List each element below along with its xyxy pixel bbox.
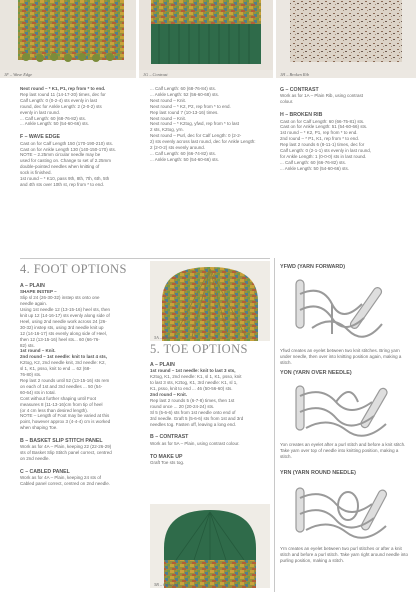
subheading: TO MAKE UP [150,453,183,460]
text-line: needles tog. Fasten off, leaving a long end. [150,421,236,427]
sidebar-divider [274,258,275,592]
text-line: Next round – * K1, P1, rep from * to end. [20,86,106,91]
text-line: sl 1, K1, psso, knit to end ... 62 (68- [20,366,91,372]
yon-description: Yon creates an eyelet after a purl stitch and before a knit stitch. Take yarn over top of needle into knitting position, making a stitch. [280,442,406,459]
caption-1g: 1G – Contrast [143,72,168,77]
text-line: Sl 5 (5-6-6) sts from 1st needle onto end of [150,409,236,415]
text-line: on each of 1st and 3rd needles ... 50 (54- [20,383,103,389]
text-line: Heel, using 2nd needle work across 24 (26- [20,318,107,324]
text-line: ... Ankle Length: 50 (54-60-66) sts. [20,121,90,127]
photo-broken-rib-sock [276,0,416,70]
yrn-label: YRN (YARN ROUND NEEDLE) [280,470,356,476]
text-line: sock is finished. [20,170,52,176]
yfwd-description: Yfwd creates an eyelet between two knit stitches. Bring yarn under needle, then over into knitting position again, making a stitch. [280,348,402,365]
text-line: Cast on for Calf Length: 60 (66-75-81) sts. [280,118,365,124]
text-line: SHAPE INSTEP – [20,289,57,295]
text-line: for Ankle Length: 1 (0-0-0) sts in last round. [280,153,367,159]
text-line: to last 3 sts, K2tog, K1, 3rd needle: K1, sl 1, [150,380,238,386]
text-line [150,447,274,453]
text-line: 1st round – * K2, P1, rep from * to end. [280,130,358,136]
text-line: ... Ankle Length: 52 (56-60-68) sts. [150,91,220,97]
text-line: 30-32) instep sts, using 3rd needle knit up [20,324,104,330]
text-line: point, however approx 3 (4-4-4) cm is worked [20,419,111,425]
text-line: 1st round – Knit. [20,348,56,354]
caption-5a: 5A – Plain [154,335,173,340]
subheading: G – CONTRAST [280,87,319,93]
text-line: Work as for 5A – Plain, using contrast colour. [150,440,240,446]
text-line: Slip sl 24 (26-30-32) instep sts onto one [20,295,100,301]
text-line: round once ... 20 (20-24-24) sts. [150,403,215,409]
column-1-top [20,86,142,188]
text-line: 2) sts evenly across last round, dec for Ankle Length: [150,139,256,145]
text-line: ... Ankle Length: 50 (54-60-66) sts. [280,165,350,171]
text-line: 1st round – 1st needle: knit to last 3 sts, [150,368,236,374]
toe-options-body [150,361,274,466]
text-line: then 12 (13-15-16) heel sts... 60 (66-76- [20,336,100,342]
text-line: when shaping Toe. [20,425,58,431]
text-line: Cast on for Ankle Length: 51 (54-60-66) sts. [280,124,368,130]
text-line: Rep last 2 rounds until 52 (13-15-16) sts rem [20,378,110,383]
text-line: Rep last 2 rounds 5 (6-7-8) times, then 1st [150,397,235,403]
text-line: K1, psso, knit to end ... 46 (50-56-60) sts. [150,386,233,392]
text-line: ... Calf Length: 60 (66-76-82) sts. [280,159,347,165]
text-line: Calf Length: 0 (2-1-1) sts evenly in last round, [280,148,372,154]
text-line: 3rd needle. Graft 5 (5-6-6) sts from 1st and 3rd [150,415,244,421]
column-2-top [150,86,272,163]
yon-diagram [292,380,402,445]
yrn-description: Yrn creates an eyelet between two purl stitches or after a knit stitch and before a purl stitch. Take yarn right around needle into purling position, making a stitch. [280,546,408,563]
text-line: Cast on for Ankle Length 130 (140-150-170) sts. [20,146,117,152]
text-line: 2 sts, K2tog, yrn. [150,127,184,133]
text-line [20,431,144,437]
text-line [280,105,406,111]
caption-bar-1h [276,70,416,78]
text-line: Next round – Purl, dec for Calf Length: 0 (2-2- [150,133,242,139]
subheading: H – BROKEN RIB [280,112,323,119]
text-line: NOTE – Length of Foot may be varied at this [20,413,110,419]
text-line: Using 1st needle 12 (13-15-16) heel sts, then [20,307,111,313]
text-line: K2tog, K1, 2nd needle: K1, sl 1, K1, psso, knit [150,374,242,380]
text-line: Calf Length: 0 (0-2-4) sts evenly in last [20,97,98,103]
yon-label: YON (YARN OVER NEEDLE) [280,370,352,376]
text-line: Work as for 4A – Plain, keeping 22 (22-26-29) [20,444,112,450]
text-line: measures 8 (11-13-16)cm from tip of heel [20,401,103,407]
foot-options-title: 4. FOOT OPTIONS [20,262,127,276]
text-line: Rep last round 11 (14-17-20) times, dec for [20,91,106,97]
text-line: double-pointed needles when knitting of [20,164,100,170]
text-line: Next round – * K2, P2, rep from * to end. [150,103,231,109]
caption-bar-1g [139,70,273,78]
caption-bar-1f [0,70,136,78]
toe-options-title: 5. TOE OPTIONS [150,342,248,356]
text-line: Work as for 1A – Plain Rib, using contrast [280,93,363,99]
photo-contrast-sock [139,0,273,70]
yrn-diagram [292,480,402,547]
text-line: 60-64) sts in total. [20,389,56,395]
section-divider [20,258,270,259]
text-line: Cont without further shaping until Foot [20,395,97,401]
caption-1h: 1H – Broken Rib [280,72,309,77]
text-line: 12 (14-16-17) sts evenly along side of Heel, [20,330,108,336]
subheading: B – BASKET SLIP STITCH PANEL [20,438,103,445]
text-line: ... Calf Length: 60 (68-76-84) sts. [150,86,217,91]
text-line: ... Calf Length: 60 (68-76-82) sts. [20,115,87,121]
text-line: knit up 12 (14-16-17) sts evenly along side of [20,313,110,319]
text-line: (or 4 cm less than desired length). [20,407,89,413]
text-line: K2tog, K2, 2nd needle knit, 3rd needle: K2, [20,360,106,366]
subheading: B – CONTRAST [150,434,189,441]
text-line: Cast on for Calf Length 150 (170-190-210) sts. [20,140,114,146]
caption-1f: 1F – Wave Edge [4,72,33,77]
text-line: Next round – * K2tog, yfwd, rep from * to last [150,121,240,127]
text-line: Next round – Knit. [150,115,187,121]
text-line: 82) sts. [20,342,35,348]
text-line: 2nd round – * P1, K1, rep from * to end. [280,136,360,142]
text-line: Rep last round 7 (10-13-16) times. [150,109,219,115]
text-line: Next round – Knit. [150,97,187,103]
text-line: on 2nd needle. [20,456,50,462]
column-3-top [280,86,406,172]
text-line: evenly in last round. [20,109,61,115]
foot-options-body [20,282,144,487]
text-line: ... Calf Length: 60 (66-74-82) sts. [150,150,217,156]
text-line: colour. [280,99,294,105]
text-line: needle again. [20,301,48,307]
subheading: A – PLAIN [20,283,45,289]
text-line: ... Ankle Length: 50 (54-60-66) sts. [150,156,220,162]
photo-plain-toe-sock [150,261,270,341]
subheading: A – PLAIN [150,362,175,368]
text-line: and 4th sts over 10th st, rep from * to end. [20,181,105,187]
text-line [20,127,142,133]
text-line: 2nd round – Knit. [150,392,187,398]
subheading: F – WAVE EDGE [20,134,60,141]
photo-contrast-toe-sock [150,504,270,588]
photo-wave-edge-sock [0,0,136,70]
text-line: 1st round – * K10, pass 9th, 8th, 7th, 6th, 5th [20,176,110,182]
text-line: Graft Toe sts tog. [150,459,185,465]
yfwd-diagram [292,274,402,345]
yfwd-label: YFWD (YARN FORWARD) [280,264,345,270]
text-line: NOTE – 2.25mm circular needle may be [20,152,101,158]
text-line: sts of Basket Slip Stitch panel correct, centred [20,450,112,456]
caption-5b: 5B – Contrast [154,582,179,587]
text-line: used for casting on. Change to set of 2.25mm [20,158,112,164]
text-line [20,462,144,468]
text-line: Work as for 4A – Plain, keeping 24 sts of [20,475,101,481]
text-line [150,427,274,433]
text-line: Cabled panel correct, centred on 2nd needle. [20,481,111,487]
text-line: Rep last 2 rounds 6 (8-11-1) times, dec for [280,142,365,148]
text-line: 2nd round – 1st needle: knit to last 4 sts, [20,354,108,360]
subheading: C – CABLED PANEL [20,469,70,476]
text-line: 2 (2-0-2) sts evenly around. [150,145,206,151]
text-line: round, dec for Ankle Length: 2 (2-0-2) sts [20,103,102,109]
text-line: 76-80) sts. [20,372,42,378]
